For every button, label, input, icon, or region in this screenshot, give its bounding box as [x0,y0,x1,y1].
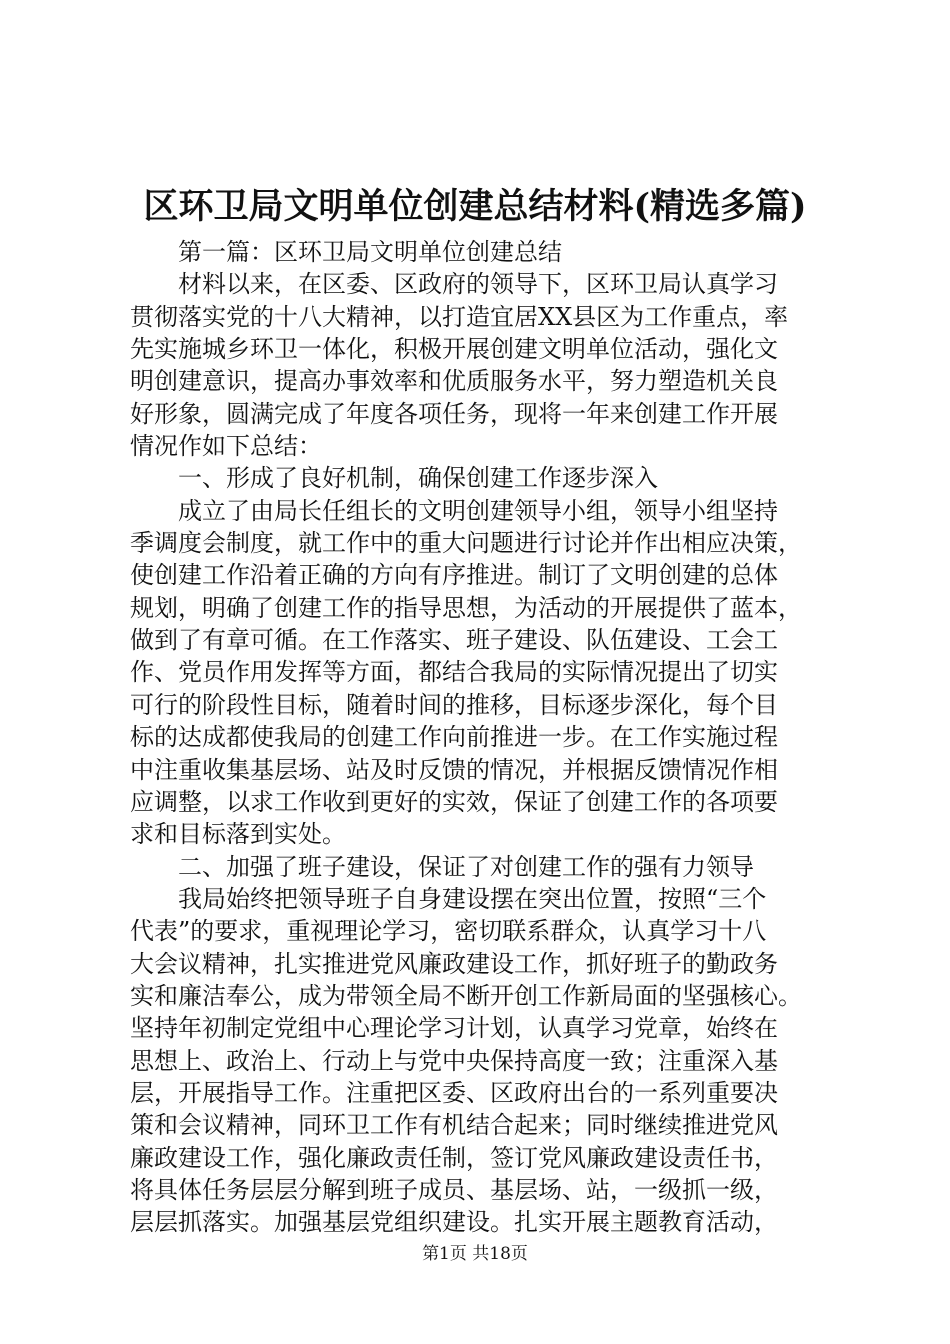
body-text-line: 将具体任务层层分解到班子成员、基层场、站，一级抓一级， [130,1175,778,1204]
page-footer: 第1页 共18页 [422,1244,528,1264]
body-text-line: 廉政建设工作，强化廉政责任制，签订党风廉政建设责任书， [130,1143,778,1172]
body-text-line: 做到了有章可循。在工作落实、班子建设、队伍建设、工会工 [130,626,778,655]
body-text-line: 我局始终把领导班子自身建设摆在突出位置，按照“三个 [178,884,767,913]
body-text-line: 求和目标落到实处。 [130,820,346,849]
body-text-line: 明创建意识，提高办事效率和优质服务水平，努力塑造机关良 [130,367,778,396]
body-text-line: 层，开展指导工作。注重把区委、区政府出台的一系列重要决 [130,1078,778,1107]
body-text-line: 季调度会制度，就工作中的重大问题进行讨论并作出相应决策， [130,529,802,558]
body-text-line: 策和会议精神，同环卫工作有机结合起来；同时继续推进党风 [130,1111,778,1140]
body-text-line: 应调整，以求工作收到更好的实效，保证了创建工作的各项要 [130,787,778,816]
document-body [130,236,830,1239]
body-text-line: 中注重收集基层场、站及时反馈的情况，并根据反馈情况作相 [130,755,778,784]
body-text-line: 标的达成都使我局的创建工作向前推进一步。在工作实施过程 [130,723,778,752]
body-text-line: 思想上、政治上、行动上与党中央保持高度一致；注重深入基 [130,1046,778,1075]
body-text-line: 第一篇：区环卫局文明单位创建总结 [178,238,562,266]
body-text-line: 一、形成了良好机制，确保创建工作逐步深入 [178,464,658,493]
body-text-line: 实和廉洁奉公，成为带领全局不断开创工作新局面的坚强核心。 [130,981,802,1010]
body-text-line: 规划，明确了创建工作的指导思想，为活动的开展提供了蓝本， [130,593,802,622]
body-text-line: 材料以来，在区委、区政府的领导下，区环卫局认真学习 [178,270,778,299]
body-text-line: 二、加强了班子建设，保证了对创建工作的强有力领导 [178,852,754,881]
body-text-line: 贯彻落实党的十八大精神，以打造宜居XX县区为工作重点，率 [130,302,789,331]
body-text-line: 情况作如下总结： [130,432,322,461]
body-text-line: 坚持年初制定党组中心理论学习计划，认真学习党章，始终在 [130,1014,778,1043]
body-text-line: 成立了由局长任组长的文明创建领导小组，领导小组坚持 [178,496,778,525]
body-text-line: 好形象，圆满完成了年度各项任务，现将一年来创建工作开展 [130,399,778,428]
body-text-line: 大会议精神，扎实推进党风廉政建设工作，抓好班子的勤政务 [130,949,778,978]
body-text-line: 可行的阶段性目标，随着时间的推移，目标逐步深化，每个目 [130,690,778,719]
body-text-line: 层层抓落实。加强基层党组织建设。扎实开展主题教育活动， [130,1208,778,1237]
body-text-line: 先实施城乡环卫一体化，积极开展创建文明单位活动，强化文 [130,335,778,364]
document-title: 区环卫局文明单位创建总结材料(精选多篇) [143,186,807,227]
body-text-line: 代表”的要求，重视理论学习，密切联系群众，认真学习十八 [130,917,767,946]
body-text-line: 使创建工作沿着正确的方向有序推进。制订了文明创建的总体 [130,561,778,590]
body-text-line: 作、党员作用发挥等方面，都结合我局的实际情况提出了切实 [130,658,778,687]
